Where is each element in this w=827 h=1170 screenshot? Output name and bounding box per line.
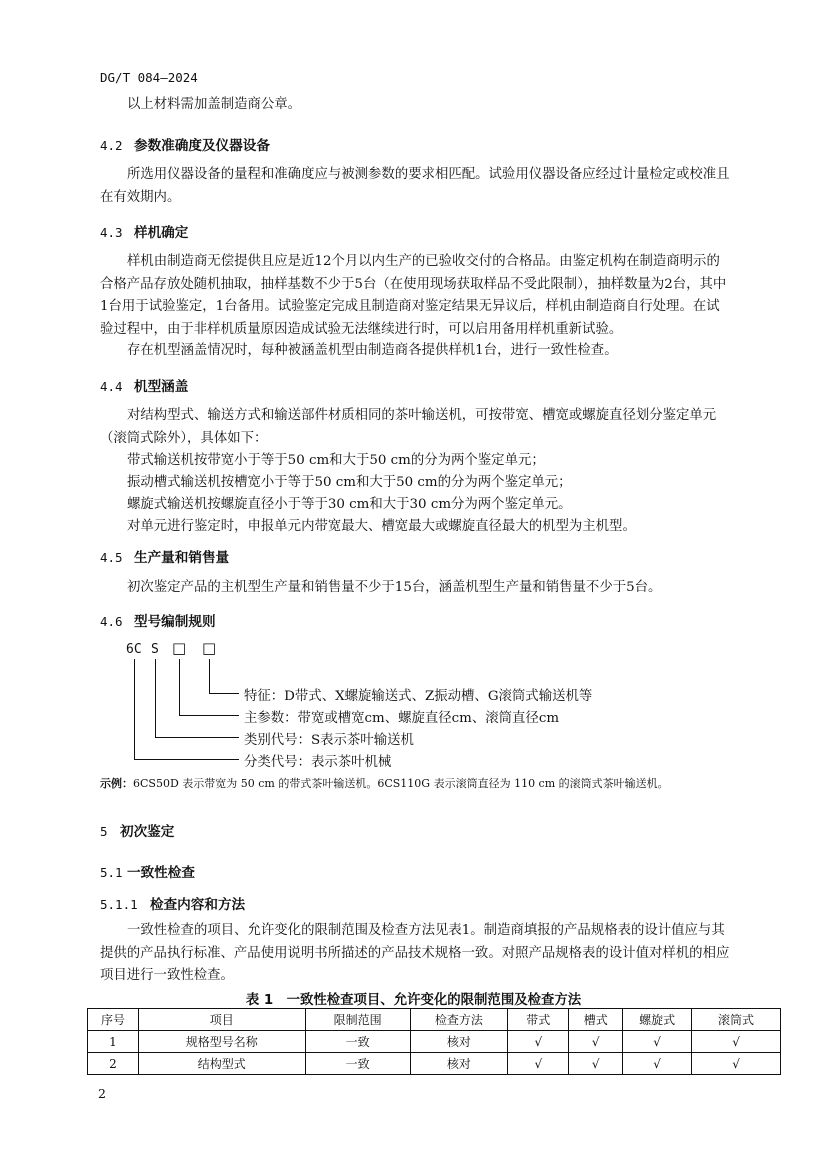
section-4-3-heading: [100, 221, 188, 241]
bracket-line: [209, 693, 239, 694]
section-5-heading: [100, 820, 174, 840]
table-cell: 一致: [305, 1053, 410, 1075]
section-number: 5.1.1: [100, 897, 138, 912]
page-number: 2: [98, 1086, 106, 1101]
example-note: [100, 775, 669, 791]
table-header-row: [88, 1009, 781, 1031]
bracket-line: [209, 659, 210, 694]
table-cell: √: [569, 1053, 623, 1075]
section-4-4-paragraph: 对结构型式、输送方式和输送部件材质相同的茶叶输送机，可按带宽、槽宽或螺旋直径划分鉴定单元（滚筒式除外），具体如下：: [100, 408, 717, 446]
section-title: 型号编制规则: [134, 614, 216, 630]
table-cell: √: [692, 1053, 781, 1075]
section-5-1-1-paragraph: 一致性检查的项目、允许变化的限制范围及检查方法见表1。制造商填报的产品规格表的设计值应与其提供的产品执行标准、产品使用说明书所描述的产品技术规格一致。对照产品规格表的设计值对样机的相应项目进行一致性检查。: [100, 923, 730, 983]
code-desc-parameter: 主参数：带宽或槽宽cm、螺旋直径cm、滚筒直径cm: [244, 711, 560, 726]
code-category: S: [151, 642, 159, 657]
section-number: 5: [100, 824, 108, 839]
table-header-cell: 检查方法: [410, 1009, 508, 1031]
section-number: 4.5: [100, 550, 123, 565]
section-number: 4.2: [100, 138, 123, 153]
code-desc-category: 类别代号：S表示茶叶输送机: [244, 733, 414, 748]
bracket-line: [179, 715, 239, 716]
section-4-4-heading: [100, 375, 188, 395]
section-4-2-paragraph: 所选用仪器设备的量程和准确度应与被测参数的要求相匹配。试验用仪器设备应经过计量检定或校准且在有效期内。: [100, 167, 730, 205]
table-cell: 一致: [305, 1031, 410, 1053]
example-label: 示例：: [100, 777, 133, 790]
section-4-3-paragraph-2: 存在机型涵盖情况时，每种被涵盖机型由制造商各提供样机1台，进行一致性检查。: [127, 343, 618, 358]
table-cell: √: [508, 1053, 569, 1075]
section-4-2-heading: [100, 134, 270, 154]
table-cell: √: [623, 1053, 692, 1075]
table-cell: √: [692, 1031, 781, 1053]
bracket-line: [134, 659, 135, 760]
code-desc-classification: 分类代号：表示茶叶机械: [244, 755, 392, 770]
table-header-cell: 序号: [88, 1009, 139, 1031]
bracket-line: [155, 659, 156, 738]
section-number: 4.4: [100, 379, 123, 394]
table-cell: 核对: [410, 1031, 508, 1053]
section-number: 4.6: [100, 614, 123, 629]
section-5-1-1-heading: [100, 893, 245, 913]
table-header-cell: 项目: [138, 1009, 305, 1031]
table-header-cell: 螺旋式: [623, 1009, 692, 1031]
section-title: 参数准确度及仪器设备: [134, 138, 270, 154]
table-header-cell: 槽式: [569, 1009, 623, 1031]
section-number: 5.1: [100, 865, 123, 880]
table-header-cell: 滚筒式: [692, 1009, 781, 1031]
section-4-5-paragraph: 初次鉴定产品的主机型生产量和销售量不少于15台，涵盖机型生产量和销售量不少于5台。: [127, 580, 662, 595]
coverage-rule-spiral: 螺旋式输送机按螺旋直径小于等于30 cm和大于30 cm分为两个鉴定单元。: [127, 497, 572, 512]
section-title: 生产量和销售量: [134, 550, 230, 566]
section-4-6-heading: [100, 610, 216, 630]
materials-note: 以上材料需加盖制造商公章。: [127, 97, 302, 112]
table-1: [87, 1008, 781, 1075]
table-cell: 2: [88, 1053, 139, 1075]
section-title: 检查内容和方法: [150, 897, 246, 913]
coverage-rule-vibrating: 振动槽式输送机按槽宽小于等于50 cm和大于50 cm的分为两个鉴定单元；: [127, 475, 572, 490]
coverage-rule-belt: 带式输送机按带宽小于等于50 cm和大于50 cm的分为两个鉴定单元；: [127, 453, 545, 468]
code-parameter-box: □: [172, 639, 187, 657]
coverage-rule-main-model: 对单元进行鉴定时，申报单元内带宽最大、槽宽最大或螺旋直径最大的机型为主机型。: [127, 519, 636, 534]
section-4-5-heading: [100, 546, 229, 566]
section-4-3-paragraph-1: 样机由制造商无偿提供且应是近12个月以内生产的已验收交付的合格品。由鉴定机构在制造商明示的合格产品存放处随机抽取，抽样基数不少于5台（在使用现场获取样品不受此限制），抽样数量为2台，其中1台用于试验鉴定，1台备用。试验鉴定完成且制造商对鉴定结果无异议后，样机由制造商自行处理。在试验过程中，由于非样机质量原因造成试验无法继续进行时，可以启用备用样机重新试验。: [100, 254, 727, 337]
example-text: 6CS50D 表示带宽为 50 cm 的带式茶叶输送机。6CS110G 表示滚筒直径为 110 cm 的滚筒式茶叶输送机。: [133, 777, 669, 790]
section-number: 4.3: [100, 225, 123, 240]
table-cell: 结构型式: [138, 1053, 305, 1075]
table-cell: √: [569, 1031, 623, 1053]
table-header-cell: 限制范围: [305, 1009, 410, 1031]
code-feature-box: □: [202, 639, 217, 657]
code-desc-feature: 特征：D带式、X螺旋输送式、Z振动槽、G滚筒式输送机等: [244, 689, 593, 704]
table-cell: 1: [88, 1031, 139, 1053]
section-5-1-heading: [100, 861, 195, 881]
table-header-cell: 带式: [508, 1009, 569, 1031]
bracket-line: [179, 659, 180, 716]
section-title: 样机确定: [134, 225, 189, 241]
table-cell: 核对: [410, 1053, 508, 1075]
table-cell: √: [508, 1031, 569, 1053]
code-classification: 6C: [126, 642, 142, 657]
bracket-line: [134, 759, 239, 760]
bracket-line: [155, 737, 239, 738]
section-title: 一致性检查: [127, 865, 195, 881]
table-1-caption: 表 1 一致性检查项目、允许变化的限制范围及检查方法: [245, 993, 582, 1008]
section-title: 机型涵盖: [134, 379, 189, 395]
table-cell: 规格型号名称: [138, 1031, 305, 1053]
section-title: 初次鉴定: [120, 824, 175, 840]
table-cell: √: [623, 1031, 692, 1053]
table-row: [88, 1031, 781, 1053]
page-header: DG/T 084—2024: [100, 70, 198, 85]
table-row: [88, 1053, 781, 1075]
